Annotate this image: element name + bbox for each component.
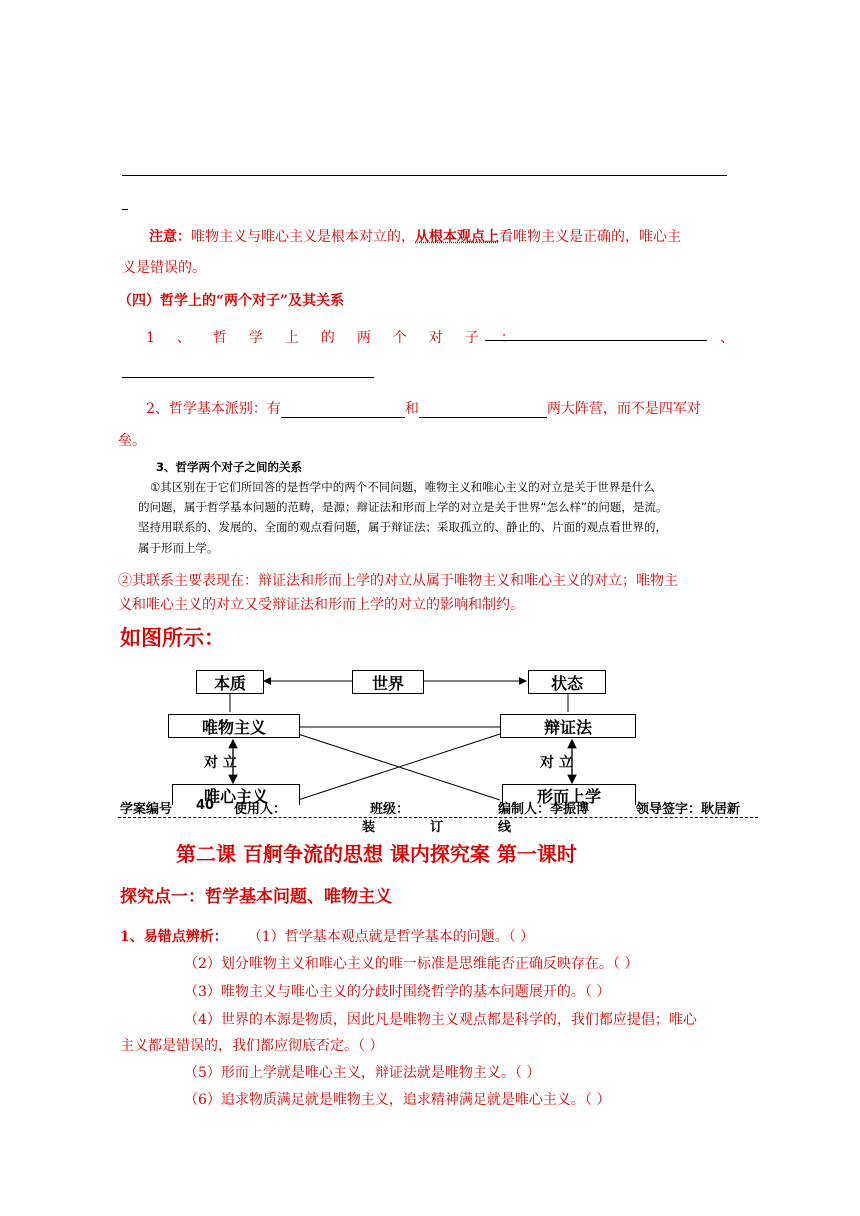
quiz-q2: （2）划分唯物主义和唯心主义的唯一标准是思维能否正确反映存在。（ ）: [184, 956, 639, 972]
box-weixin: 唯心主义: [172, 784, 300, 805]
item-2-line-2: 垒。: [118, 433, 146, 449]
note-line-1: [149, 226, 681, 246]
item-2-blank-2: [419, 403, 547, 418]
box-bianzheng: 辩证法: [500, 714, 636, 738]
quiz-label: 1、易错点辨析：: [120, 929, 228, 945]
header-number: 40: [196, 798, 215, 813]
quiz-q5: （5）形而上学就是唯心主义，辩证法就是唯物主义。（ ）: [184, 1065, 541, 1081]
item-1-blank-2: [122, 377, 374, 378]
note-line-2: 义是错误的。: [122, 260, 206, 276]
item-2-line-1: [146, 398, 701, 418]
binding-header: [118, 796, 768, 816]
box-xingershang: 形而上学: [502, 784, 636, 805]
item-1-prefix: 1、哲学上的两个对子：: [146, 330, 537, 346]
item-2-part-a: 2、哲学基本派别：有: [146, 401, 281, 417]
header-editor: 编制人：李振博: [498, 802, 590, 817]
quiz-row-1: [120, 926, 534, 946]
quiz-q4-line-2: 主义都是错误的，我们都应彻底否定。（ ）: [120, 1038, 384, 1054]
item-3-title: 3、哲学两个对子之间的关系: [156, 460, 303, 474]
binding-xian: 线: [498, 820, 512, 835]
note-emphasis: 从根本观点上: [415, 229, 499, 245]
box-shijie: 世界: [352, 670, 424, 694]
quiz-q4-line-1: （4）世界的本源是物质，因此凡是唯物主义观点都是科学的，我们都应提倡；唯心: [184, 1012, 697, 1028]
binding-zhuang: 装: [362, 820, 376, 835]
box-weiwu: 唯物主义: [168, 714, 300, 738]
item-3b-line-1: ②其联系主要表现在：辩证法和形而上学的对立从属于唯物主义和唯心主义的对立；唯物主: [118, 573, 678, 589]
item-3-line-1: ①其区别在于它们所回答的是哲学中的两个不同问题，唯物主义和唯心主义的对立是关于世界是什么: [150, 480, 655, 494]
figure-caption: 如图所示：: [120, 626, 225, 650]
section-4-title: （四）哲学上的“两个对子”及其关系: [118, 293, 345, 309]
quiz-q3: （3）唯物主义与唯心主义的分歧时围绕哲学的基本问题展开的。（ ）: [184, 984, 611, 1000]
quiz-q6: （6）追求物质满足就是唯物主义，追求精神满足就是唯心主义。（ ）: [184, 1092, 611, 1108]
label-duili-right: 对 立: [540, 755, 573, 771]
box-zhuangtai: 状态: [528, 670, 606, 694]
answer-blank-tail: [122, 209, 128, 210]
note-label: 注意：: [149, 229, 191, 245]
item-2-part-c: 两大阵营，而不是四军对: [546, 401, 701, 417]
item-2-blank-1: [281, 403, 405, 418]
quiz-q1: （1）哲学基本观点就是哲学基本的问题。（ ）: [247, 929, 535, 945]
answer-blank-line: [122, 175, 727, 176]
item-3-line-4: 属于形而上学。: [138, 541, 219, 555]
item-3b-line-2: 义和唯心主义的对立又受辩证法和形而上学的对立的影响和制约。: [118, 597, 524, 613]
item-1-separator: 、: [720, 330, 734, 346]
note-text-1: 唯物主义与唯心主义是根本对立的，: [191, 229, 415, 245]
box-benzhi: 本质: [196, 670, 264, 694]
explore-title: 探究点一：哲学基本问题、唯物主义: [120, 887, 392, 907]
item-3-line-3: 坚持用联系的、发展的、全面的观点看问题，属于辩证法；采取孤立的、静止的、片面的观点看世界的，: [138, 520, 667, 534]
header-leader: 领导签字：耿居新: [636, 802, 741, 817]
item-1-blank-1: [485, 340, 707, 341]
header-xuean: 学案编号: [120, 802, 173, 817]
header-class: 班级：: [370, 802, 410, 817]
header-user: 使用人：: [234, 802, 287, 817]
note-text-2: 看唯物主义是正确的，唯心主: [499, 229, 681, 245]
item-3-line-2: 的问题，属于哲学基本问题的范畴，是源；辩证法和形而上学的对立是关于世界“怎么样”的问题，是流。: [138, 500, 668, 514]
label-duili-left: 对 立: [204, 755, 237, 771]
item-2-part-b: 和: [404, 401, 419, 417]
lesson-title: 第二课 百舸争流的思想 课内探究案 第一课时: [176, 842, 577, 866]
binding-ding: 订: [430, 820, 444, 835]
